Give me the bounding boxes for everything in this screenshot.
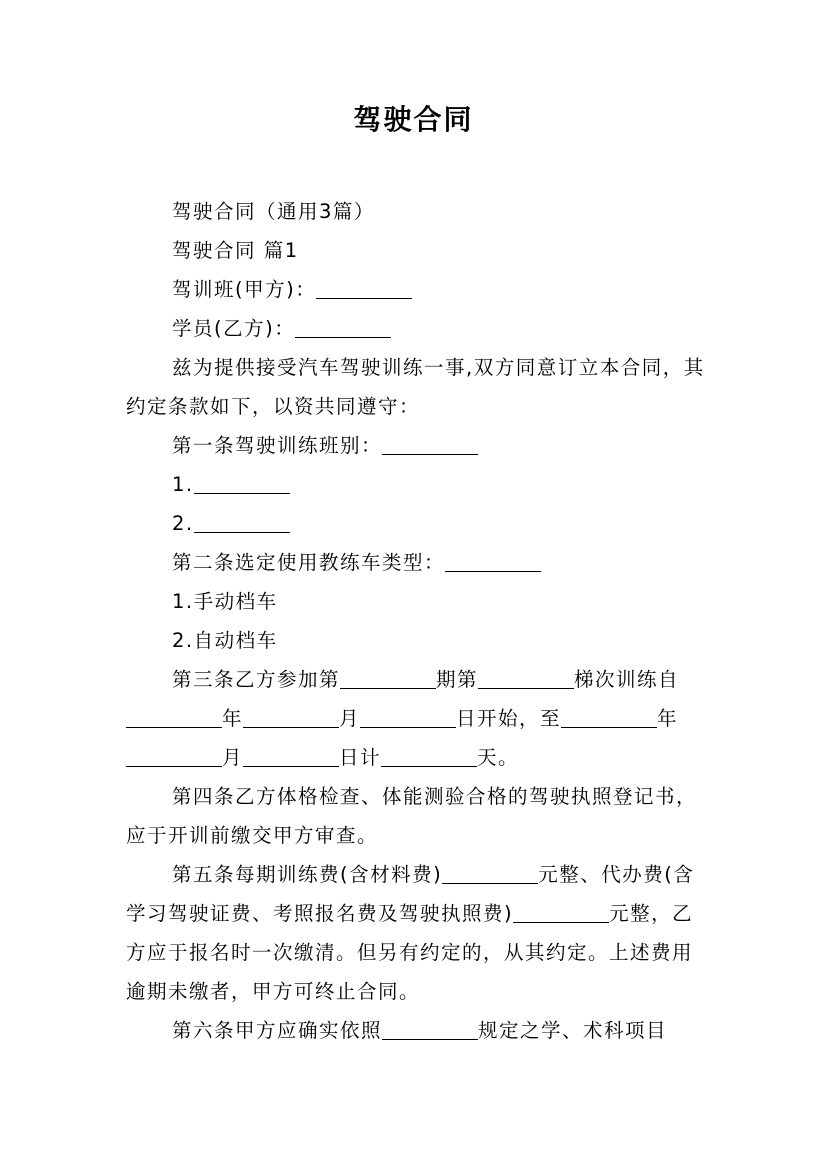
text: 第五条每期训练费(含材料费) (172, 863, 443, 886)
paragraph (126, 543, 706, 582)
text: 驾驶合同 篇1 (172, 239, 299, 262)
text: 驾训班(甲方)： (172, 278, 317, 301)
blank-field (243, 744, 339, 767)
paragraph (126, 465, 706, 504)
blank-field (561, 705, 657, 728)
paragraph (126, 621, 706, 660)
blank-field (382, 432, 478, 455)
blank-field (316, 276, 412, 299)
text: 1. (172, 473, 194, 496)
paragraph (126, 231, 706, 270)
text: 兹为提供接受汽车驾驶训练一事,双方同意订立本合同，其约定条款如下，以资共同遵守： (126, 356, 705, 418)
paragraph (126, 309, 706, 348)
blank-field (382, 1017, 478, 1040)
text: 第四条乙方体格检查、体能测验合格的驾驶执照登记书，应于开训前缴交甲方审查。 (126, 785, 698, 847)
text: 1.手动档车 (172, 590, 278, 613)
text: 规定之学、术科项目 (478, 1019, 668, 1042)
blank-field (126, 705, 222, 728)
paragraph (126, 504, 706, 543)
text: 日开始，至 (456, 707, 562, 730)
text: 期第 (436, 668, 479, 691)
document-body (126, 192, 706, 1050)
text: 学员(乙方)： (172, 317, 296, 340)
blank-field (194, 471, 290, 494)
text: 第六条甲方应确实依照 (172, 1019, 383, 1042)
text: 2.自动档车 (172, 629, 278, 652)
text: 日计 (339, 746, 382, 769)
text: 第二条选定使用教练车类型： (172, 551, 446, 574)
paragraph (126, 192, 706, 231)
paragraph (126, 426, 706, 465)
blank-field (340, 666, 436, 689)
paragraph (126, 582, 706, 621)
blank-field (445, 549, 541, 572)
blank-field (478, 666, 574, 689)
text: 天。 (477, 746, 520, 769)
blank-field (513, 900, 609, 923)
paragraph (126, 777, 706, 855)
text: 元整、代办费(含学习驾驶证费、考照报名费及驾驶执照费) (126, 863, 695, 925)
blank-field (243, 705, 339, 728)
paragraph (126, 660, 706, 777)
text: 元整，乙方应于报名时一次缴清。但另有约定的，从其约定。上述费用逾期未缴者，甲方可终止合同。 (126, 902, 694, 1003)
text: 2. (172, 512, 194, 535)
blank-field (126, 744, 222, 767)
blank-field (194, 510, 290, 533)
text: 年 (657, 707, 679, 730)
paragraph (126, 348, 706, 426)
text: 驾驶合同（通用3篇） (172, 200, 375, 223)
text: 月 (339, 707, 361, 730)
blank-field (442, 861, 538, 884)
blank-field (381, 744, 477, 767)
paragraph (126, 270, 706, 309)
text: 月 (222, 746, 244, 769)
blank-field (295, 315, 391, 338)
paragraph (126, 855, 706, 1011)
text: 年 (222, 707, 244, 730)
page-title: 驾驶合同 (353, 103, 474, 136)
blank-field (360, 705, 456, 728)
paragraph (126, 1011, 706, 1050)
text: 第三条乙方参加第 (172, 668, 341, 691)
text: 第一条驾驶训练班别： (172, 434, 383, 457)
text: 梯次训练自 (574, 668, 680, 691)
